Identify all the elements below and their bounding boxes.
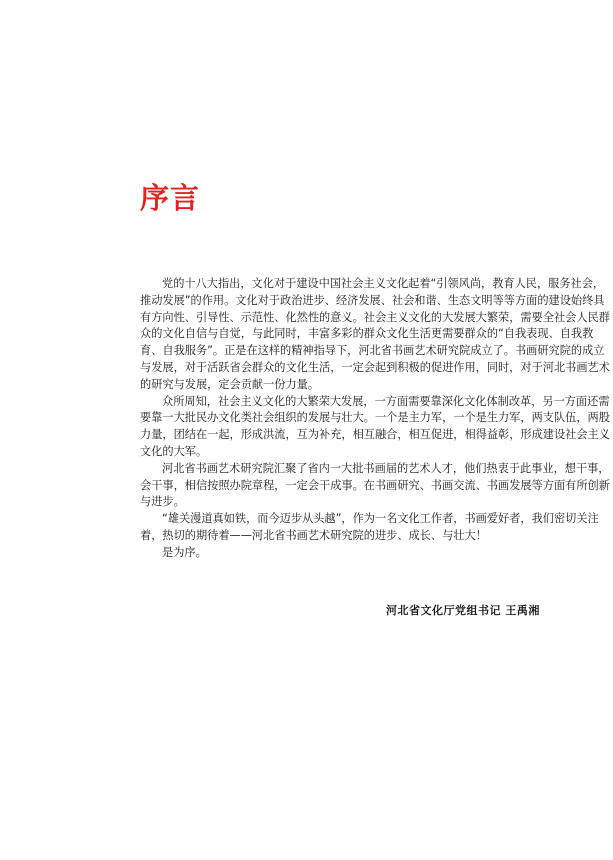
text-line: 育、自我服务”。正是在这样的精神指导下，河北省书画艺术研究院成立了。书画研究院的成立 — [140, 344, 605, 358]
text-line: 河北省书画艺术研究院汇聚了省内一大批书画届的艺术人才，他们热衷于此事业，想干事， — [162, 461, 610, 475]
text-line: 推动发展”的作用。文化对于政治进步、经济发展、社会和谐、生态文明等等方面的建设始终具 — [140, 293, 605, 307]
text-line: 党的十八大指出，文化对于建设中国社会主义文化起着“引领风尚，教育人民，服务社会， — [162, 277, 605, 290]
signature: 河北省文化厅党组书记 王禹湘 — [386, 604, 540, 617]
preface-heading: 序言 — [140, 181, 201, 215]
text-line: 着，热切的期待着——河北省书画艺术研究院的进步、成长、与壮大！ — [140, 528, 487, 542]
text-line: 是为序。 — [162, 545, 207, 559]
text-line: 力量，团结在一起，形成洪流，互为补充，相互融合，相互促进，相得益彰，形成建设社会主义 — [140, 428, 610, 442]
text-line: 与进步。 — [140, 495, 185, 509]
text-line: “雄关漫道真如铁，而今迈步从头越”，作为一名文化工作者，书画爱好者，我们密切关注 — [162, 512, 599, 526]
text-line: 有方向性、引导性、示范性、化然性的意义。社会主义文化的大发展大繁荣，需要全社会人民群 — [140, 310, 610, 324]
text-line: 众所周知，社会主义文化的大繁荣大发展，一方面需要靠深化文化体制改革，另一方面还需 — [162, 394, 610, 408]
text-line: 要靠一大批民办文化类社会组织的发展与壮大。一个是主力军，一个是生力军，两支队伍，两股 — [140, 411, 610, 425]
text-line: 与发展，对于活跃省会群众的文化生活，一定会起到积极的促进作用，同时，对于河北书画艺术 — [140, 360, 610, 374]
text-line: 文化的大军。 — [140, 444, 208, 458]
preface-body — [140, 276, 610, 562]
text-line: 众的文化自信与自觉，与此同时，丰富多彩的群众文化生活更需要群众的“自我表现、自我教 — [140, 327, 594, 341]
text-line: 会干事，相信按照办院章程，一定会干成事。在书画研究、书画交流、书画发展等方面有所创新 — [140, 478, 610, 492]
text-line: 的研究与发展，定会贡献一份力量。 — [140, 377, 320, 391]
